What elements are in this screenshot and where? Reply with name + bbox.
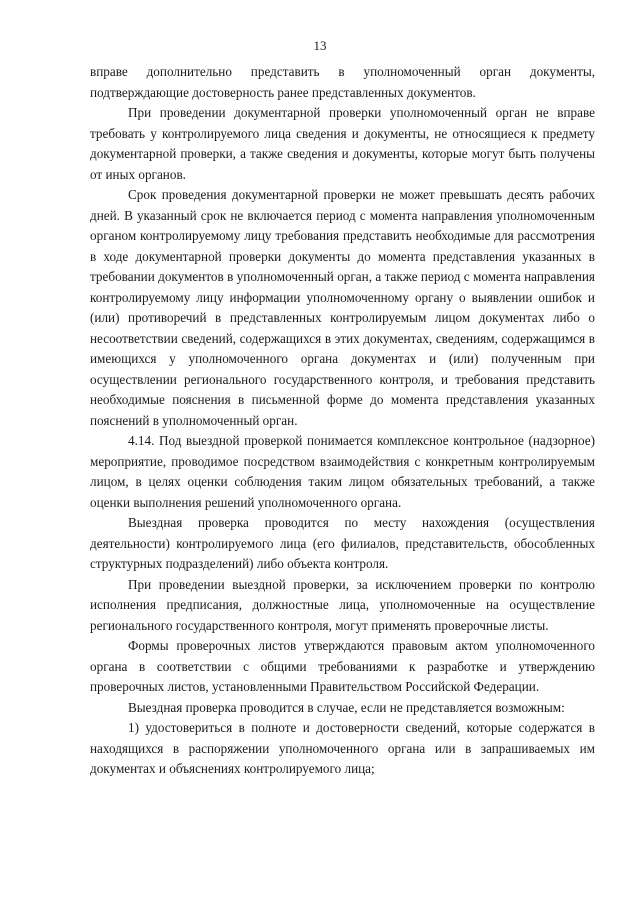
page-number: 13 — [313, 38, 327, 53]
paragraph-on-site-inspection-definition: 4.14. Под выездной проверкой понимается комплексное контрольное (надзорное) мероприятие, проводимое посредством взаимодействия с конкретным контролируемым лицом, в целях оценки соблюдения таким лицом обязательных требований, а также оценки выполнения решений уполномоченного органа. — [90, 433, 595, 510]
paragraph-checklist-forms: Формы проверочных листов утверждаются правовым актом уполномоченного органа в соответствии с общими требованиями к разработке и утверждению проверочных листов, установленными Правительством Российской Федерации. — [90, 638, 595, 694]
paragraph-on-site-inspection-location: Выездная проверка проводится по месту нахождения (осуществления деятельности) контролируемого лица (его филиалов, представительств, обособленных структурных подразделений) либо объекта контроля. — [90, 515, 595, 571]
paragraph-documentary-check-duration: Срок проведения документарной проверки не может превышать десять рабочих дней. В указанный срок не включается период с момента направления уполномоченным органом контролируемому лицу требования представить необходимые для рассмотрения в ходе документарной проверки документы до момента представления указанных в требовании документов в уполномоченный орган, а также период с момента направления контролируемому лицу информации уполномоченному органу о выявлении ошибок и (или) противоречий в представленных контролируемым лицом документах либо о несоответствии сведений, содержащихся в этих документах, сведениям, содержащимся в имеющихся у уполномоченного органа документах и (или) полученным при осуществлении регионального государственного контроля, и требования представить необходимые пояснения в письменной форме до момента представления указанных пояснений в уполномоченный орган. — [90, 187, 595, 428]
paragraph-continuation: вправе дополнительно представить в уполномоченный орган документы, подтверждающие достоверность ранее представленных документов. — [90, 64, 595, 100]
paragraph-documentary-check-restrictions: При проведении документарной проверки уполномоченный орган не вправе требовать у контролируемого лица сведения и документы, не относящиеся к предмету документарной проверки, а также сведения и документы, которые могут быть получены от иных органов. — [90, 105, 595, 182]
paragraph-condition-item-1: 1) удостовериться в полноте и достоверности сведений, которые содержатся в находящихся в распоряжении уполномоченного органа или в запрашиваемых им документах и объяснениях контролируемого лица; — [90, 720, 595, 776]
paragraph-on-site-inspection-conditions: Выездная проверка проводится в случае, если не представляется возможным: — [128, 699, 565, 715]
document-body — [90, 62, 595, 780]
paragraph-checklists-usage: При проведении выездной проверки, за исключением проверки по контролю исполнения предписания, должностные лица, уполномоченные на осуществление регионального государственного контроля, могут применять проверочные листы. — [90, 576, 595, 633]
